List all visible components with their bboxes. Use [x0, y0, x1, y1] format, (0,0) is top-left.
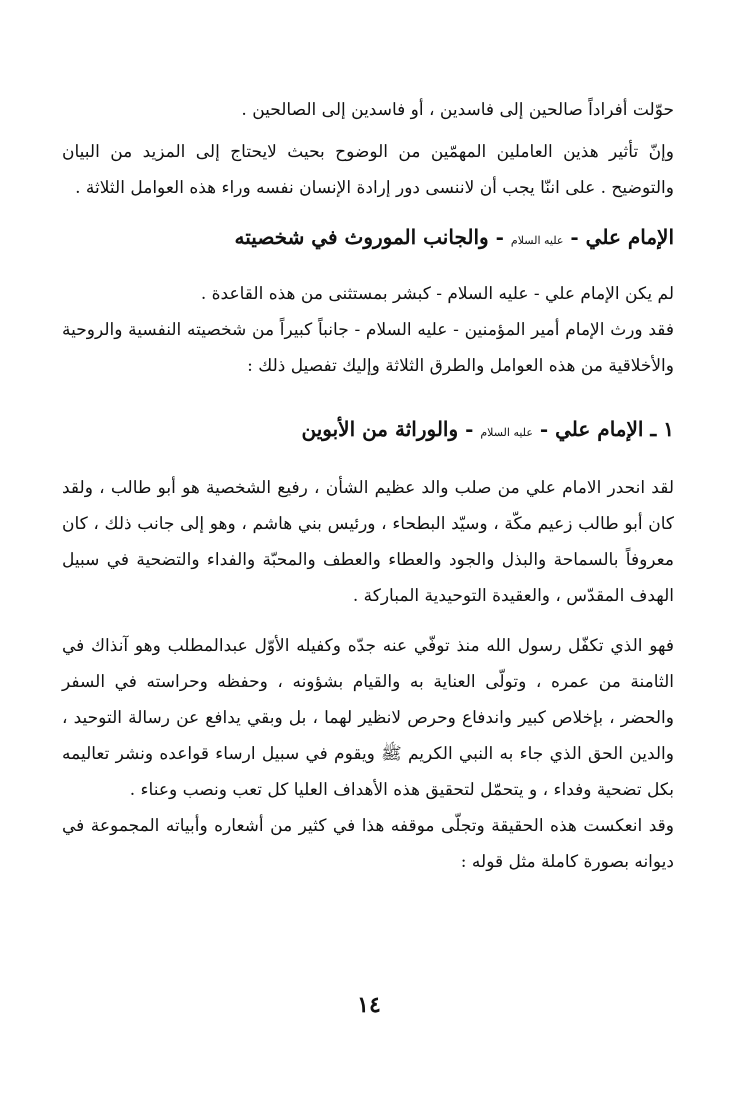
section-heading-inherited-side	[62, 220, 674, 258]
heading-1-part-b: - والجانب الموروث في شخصيته	[234, 225, 504, 249]
page-number: ١٤	[357, 992, 381, 1018]
paragraph-3: لم يكن الإمام علي - عليه السلام - كبشر بمستثنى من هذه القاعدة .	[200, 284, 674, 304]
section-heading-inheritance-from-parents	[62, 412, 674, 450]
paragraph-6: فهو الذي تكفّل رسول الله منذ توفّي عنه جدّه وكفيله الأوّل عبدالمطلب وهو آنذاك في الثامنة من عمره ، وتولّى العناية به والقيام بشؤونه ، وحفظه وحراسته في السفر والحضر ، بإخلاص كبير واندفاع وحرص لانظير لهما ، بل وبقي يدافع عن رسالة التوحيد ، والدين الحق الذي جاء به النبي الكريم ﷺ ويقوم في سبيل ارساء قواعده ونشر تعاليمه بكل تضحية وفداء ، و يتحمّل لتحقيق هذه الأهداف العليا كل تعب ونصب وعناء .	[62, 636, 674, 800]
paragraph-1: حوّلت أفراداً صالحين إلى فاسدين ، أو فاسدين إلى الصالحين .	[241, 100, 674, 120]
heading-1-honorific: عليه السلام	[510, 234, 564, 247]
paragraph-5: لقد انحدر الامام علي من صلب والد عظيم الشأن ، رفيع الشخصية هو أبو طالب ، ولقد كان أبو طالب زعيم مكّة ، وسيّد البطحاء ، ورئيس بني هاشم ، وهو إلى جانب ذلك ، كان معروفاً بالسماحة والبذل والجود والعطاء والعطف والمحبّة والفداء والتضحية في سبيل الهدف المقدّس ، والعقيدة التوحيدية المباركة .	[62, 478, 674, 606]
paragraph-4: فقد ورث الإمام أمير المؤمنين - عليه السلام - جانباً كبيراً من شخصيته النفسية والروحية والأخلاقية من هذه العوامل والطرق الثلاثة وإليك تفصيل ذلك :	[62, 320, 674, 376]
paragraph-gap	[62, 614, 674, 628]
heading-2-part-b: - والوراثة من الأبوين	[301, 417, 474, 441]
heading-1-part-a: الإمام علي -	[570, 225, 674, 249]
heading-2-part-a: ١ ـ الإمام علي -	[539, 417, 674, 441]
heading-2-honorific: عليه السلام	[480, 426, 533, 439]
paragraph-7: وقد انعكست هذه الحقيقة وتجلّى موقفه هذا في كثير من أشعاره وأبياته المجموعة في ديوانه بصورة كاملة مثل قوله :	[62, 816, 674, 872]
paragraph-2: وإنّ تأثير هذين العاملين المهمّين من الوضوح بحيث لايحتاج إلى المزيد من البيان والتوضيح . على اننّا يجب أن لاننسى دور إرادة الإنسان نفسه وراء هذه العوامل الثلاثة .	[62, 142, 674, 198]
page-body	[62, 92, 674, 880]
